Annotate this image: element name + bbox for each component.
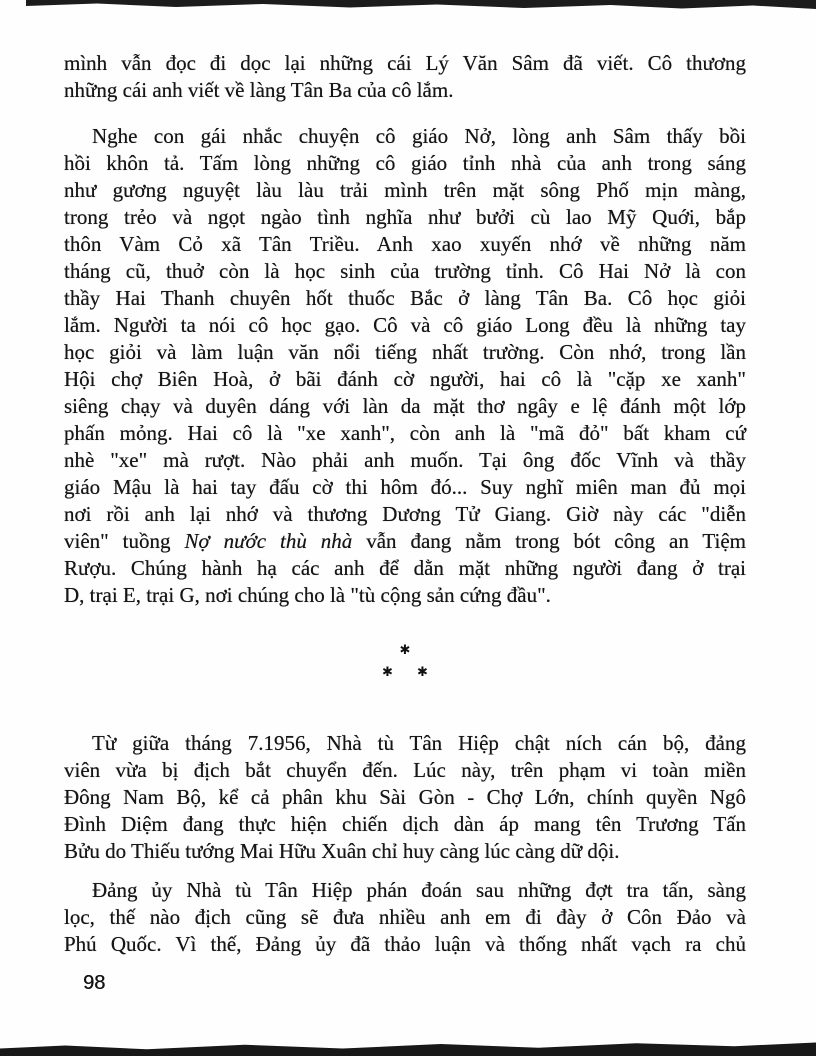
text-body (64, 50, 746, 958)
text-line (64, 312, 746, 339)
text-line (64, 420, 746, 447)
text-line (64, 582, 746, 609)
italic-run: Nợ nước thù nhà (184, 529, 353, 553)
text-line (64, 877, 746, 904)
text-line (64, 204, 746, 231)
text-line (64, 474, 746, 501)
text-run: viên vừa bị địch bắt chuyển đến. Lúc này, trên phạm vi toàn miền (64, 758, 746, 782)
text-run: mình vẫn đọc đi dọc lại những cái Lý Văn Sâm đã viết. Cô thương (64, 51, 746, 75)
text-run: D, trại E, trại G, nơi chúng cho là "tù cộng sản cứng đầu". (64, 583, 551, 607)
text-run: Từ giữa tháng 7.1956, Nhà tù Tân Hiệp chật ních cán bộ, đảng (92, 731, 746, 755)
text-line (64, 931, 746, 958)
section-separator (64, 639, 746, 683)
paragraph (64, 123, 746, 609)
text-line (64, 757, 746, 784)
paragraph (64, 877, 746, 958)
text-run: Nghe con gái nhắc chuyện cô giáo Nở, lòng anh Sâm thấy bồi (92, 124, 746, 148)
text-line (64, 393, 746, 420)
text-run: Đình Diệm đang thực hiện chiến dịch dàn áp mang tên Trương Tấn (64, 812, 746, 836)
text-line (64, 811, 746, 838)
text-run: Rượu. Chúng hành hạ các anh để dằn mặt những người đang ở trại (64, 556, 746, 580)
text-line (64, 123, 746, 150)
text-line (64, 501, 746, 528)
text-line (64, 730, 746, 757)
text-run: trong trẻo và ngọt ngào tình nghĩa như bưởi cù lao Mỹ Quới, bắp (64, 205, 746, 229)
text-line (64, 50, 746, 77)
text-line (64, 339, 746, 366)
text-line (64, 77, 746, 104)
text-line (64, 528, 746, 555)
text-run: Bửu do Thiếu tướng Mai Hữu Xuân chỉ huy càng lúc càng dữ dội. (64, 839, 620, 863)
separator-stars-bottom: ✱ ✱ (382, 664, 428, 680)
scan-artifact-top-edge (26, 0, 816, 10)
text-line (64, 555, 746, 582)
text-run: phấn mỏng. Hai cô là "xe xanh", còn anh là "mã đỏ" bất kham cứ (64, 421, 746, 445)
paragraph-slot-after (64, 730, 746, 958)
text-run: những cái anh viết về làng Tân Ba của cô lắm. (64, 78, 454, 102)
text-line (64, 150, 746, 177)
separator-star-top: ✱ (399, 642, 411, 658)
text-run: siêng chạy và duyên dáng với làn da mặt thơ ngây e lệ đánh một lớp (64, 394, 746, 418)
scan-artifact-bottom-edge (0, 1041, 816, 1056)
text-run: học giỏi và làm luận văn nổi tiếng nhất trường. Còn nhớ, trong lần (64, 340, 746, 364)
text-run: Đảng ủy Nhà tù Tân Hiệp phán đoán sau những đợt tra tấn, sàng (92, 878, 746, 902)
text-run: Đông Nam Bộ, kể cả phân khu Sài Gòn - Chợ Lớn, chính quyền Ngô (64, 785, 746, 809)
page-number: 98 (83, 972, 106, 994)
paragraph-slot-before (64, 50, 746, 609)
text-line (64, 447, 746, 474)
text-run: thầy Hai Thanh chuyên hốt thuốc Bắc ở làng Tân Ba. Cô học giỏi (64, 286, 746, 310)
paragraph (64, 50, 746, 104)
text-line (64, 838, 746, 865)
text-run: Phú Quốc. Vì thế, Đảng ủy đã thảo luận và thống nhất vạch ra chủ (64, 932, 746, 956)
text-run: như gương nguyệt làu làu trải mình trên mặt sông Phố mịn màng, (64, 178, 746, 202)
text-run: lắm. Người ta nói cô học gạo. Cô và cô giáo Long đều là những tay (64, 313, 746, 337)
text-line (64, 231, 746, 258)
text-run: nơi rồi anh lại nhớ và thương Dương Tử Giang. Giờ này các "diễn (64, 502, 746, 526)
text-line (64, 366, 746, 393)
text-line (64, 258, 746, 285)
text-line (64, 285, 746, 312)
paragraph (64, 730, 746, 865)
text-run: vẫn đang nằm trong bót công an Tiệm (352, 529, 747, 553)
text-run: hồi khôn tả. Tấm lòng những cô giáo tỉnh nhà của anh trong sáng (64, 151, 746, 175)
text-line (64, 784, 746, 811)
text-run: viên" tuồng (64, 529, 185, 553)
text-run: nhè "xe" mà rượt. Nào phải anh muốn. Tại ông đốc Vĩnh và thầy (64, 448, 746, 472)
text-run: Hội chợ Biên Hoà, ở bãi đánh cờ người, hai cô là "cặp xe xanh" (64, 367, 746, 391)
text-run: lọc, thế nào địch cũng sẽ đưa nhiều anh em đi đày ở Côn Đảo và (64, 905, 746, 929)
text-line (64, 904, 746, 931)
text-run: thôn Vàm Cỏ xã Tân Triều. Anh xao xuyến nhớ về những năm (64, 232, 746, 256)
text-run: giáo Mậu là hai tay đấu cờ thi hôm đó... Suy nghĩ miên man đủ mọi (64, 475, 746, 499)
text-line (64, 177, 746, 204)
text-run: tháng cũ, thuở còn là học sinh của trường tỉnh. Cô Hai Nở là con (64, 259, 746, 283)
